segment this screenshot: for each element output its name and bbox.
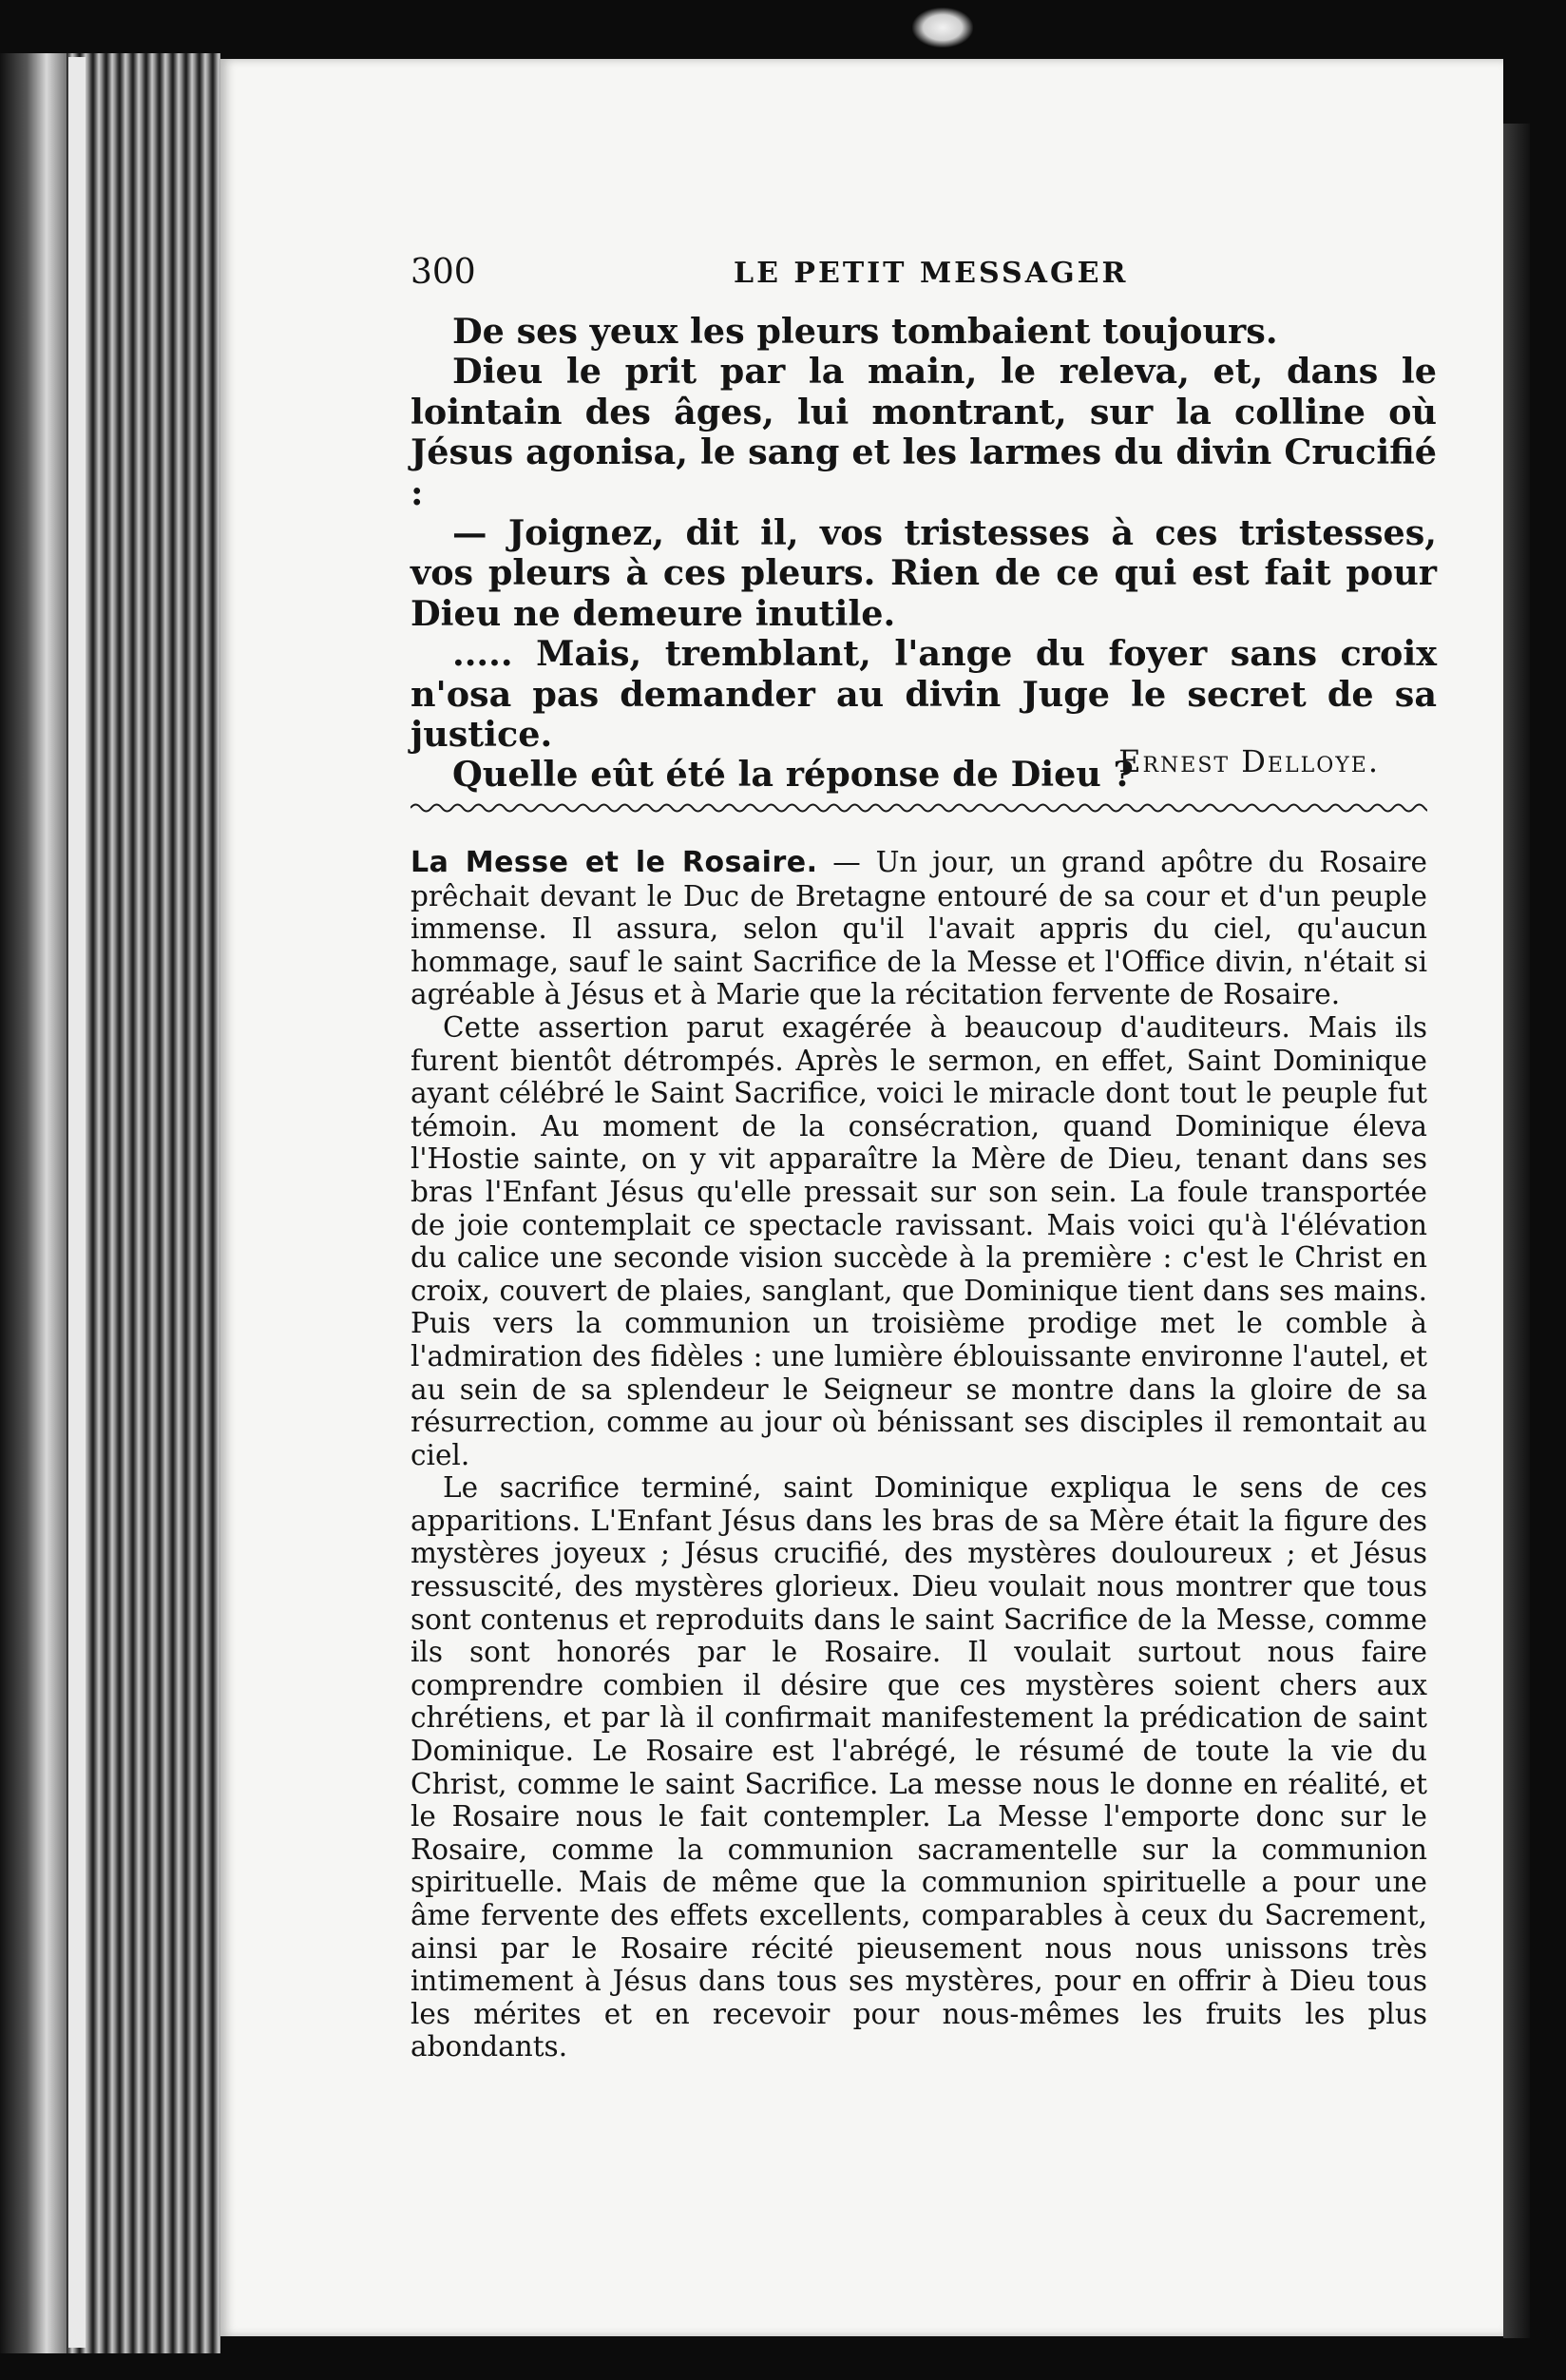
story-paragraph: Quelle eût été la réponse de Dieu ? <box>452 754 1134 796</box>
page-number: 300 <box>411 253 476 292</box>
story-paragraph: Dieu le prit par la main, le releva, et, dans le lointain des âges, lui montrant, sur la colline où Jésus agonisa, le sang et les larmes du divin Crucifié : <box>411 351 1437 513</box>
story-ending <box>411 312 1437 796</box>
article <box>411 846 1427 2063</box>
story-paragraph: — Joignez, dit il, vos tristesses à ces tristesses, vos pleurs à ces pleurs. Rien de ce qui est fait pour Dieu ne demeure inutile. <box>411 512 1437 634</box>
running-title: LE PETIT MESSAGER <box>734 257 1129 290</box>
story-paragraph: ..... Mais, tremblant, l'ange du foyer sans croix n'osa pas demander au divin Juge le secret de sa justice. <box>411 633 1437 756</box>
article-lead-paragraph <box>411 846 1427 1011</box>
running-header <box>411 253 1437 295</box>
article-paragraph: Le sacrifice terminé, saint Dominique expliqua le sens de ces apparitions. L'Enfant Jésus dans les bras de sa Mère était la figure des mystères joyeux ; Jésus crucifié, des mystères douloureux ; et Jésus ressuscité, des mystères glorieux. Dieu voulait nous montrer que tous sont contenus et reproduits dans le saint Sacrifice de la Messe, comme ils sont honorés par le Rosaire. Il voulait surtout nous faire comprendre combien il désire que ces mystères soient chers aux chrétiens, et par là il confirmait manifestement la prédication de saint Dominique. Le Rosaire est l'abrégé, le résumé de toute la vie du Christ, comme le saint Sacrifice. La messe nous le donne en réalité, et le Rosaire nous le fait contempler. La Messe l'emporte donc sur le Rosaire, comme la communion sacramentelle sur la communion spirituelle. Mais de même que la communion spirituelle a pour une âme fervente des effets excellents, comparables à ceux du Sacrement, ainsi par le Rosaire récité pieusement nous nous unissons très intimement à Jésus dans tous ses mystères, pour en offrir à Dieu tous les mérites et en recevoir pour nous-mêmes les fruits les plus abondants. <box>411 1471 1427 2063</box>
story-paragraph: De ses yeux les pleurs tombaient toujours. <box>452 311 1278 352</box>
author-signature: Ernest Delloye. <box>1118 743 1380 779</box>
article-lead-text: — Un jour, un grand apôtre du Rosaire prêchait devant le Duc de Bretagne entouré de sa cour et d'un peuple immense. Il assura, selon qu'il l'avait appris du ciel, qu'aucun hommage, sauf le saint Sacrifice de la Messe et l'Office divin, n'était si agréable à Jésus et à Marie que la récitation fervente de Rosaire. <box>411 846 1427 1011</box>
facing-page-edge <box>1503 124 1530 2338</box>
page-stack-highlight <box>68 57 86 2348</box>
wavy-line <box>411 805 1427 812</box>
scan-artifact <box>912 8 973 48</box>
wavy-divider <box>411 798 1427 817</box>
article-title: La Messe et le Rosaire. <box>411 846 818 879</box>
article-paragraph: Cette assertion parut exagérée à beaucoup d'auditeurs. Mais ils furent bientôt détrompés. Après le sermon, en effet, Saint Dominique ayant célébré le Saint Sacrifice, voici le miracle dont tout le peuple fut témoin. Au moment de la consécration, quand Dominique éleva l'Hostie sainte, on y vit apparaître la Mère de Dieu, tenant dans ses bras l'Enfant Jésus qu'elle pressait sur son sein. La foule transportée de joie contemplait ce spectacle ravissant. Mais voici qu'à l'élévation du calice une seconde vision succède à la première : c'est le Christ en croix, couvert de plaies, sanglant, que Dominique tient dans ses mains. Puis vers la communion un troisième prodige met le comble à l'admiration des fidèles : une lumière éblouissante environne l'autel, et au sein de sa splendeur le Seigneur se montre dans la gloire de sa résurrection, comme au jour où bénissant ses disciples il remontait au ciel. <box>411 1010 1427 1471</box>
page-stack-shadow <box>0 53 67 2353</box>
